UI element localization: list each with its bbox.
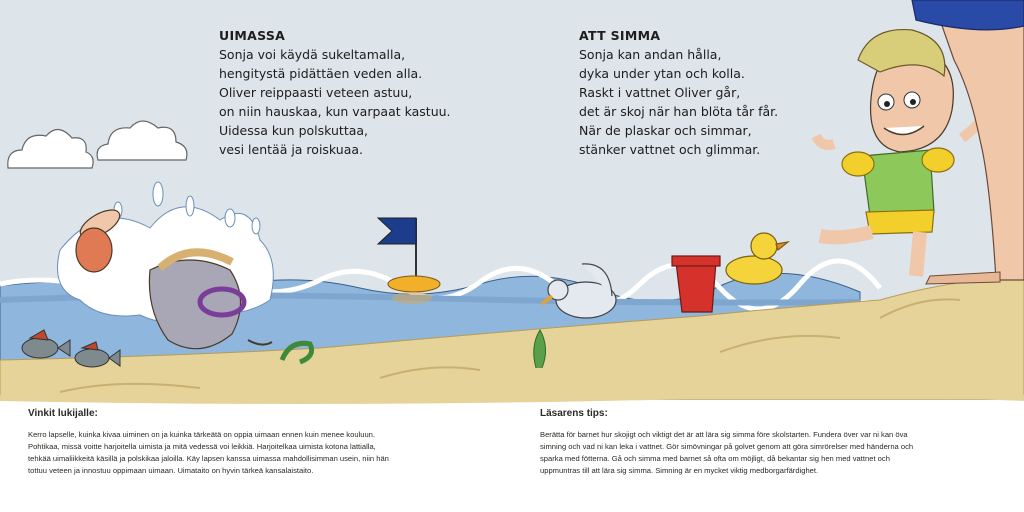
tips-line: Pohtikaa, missä voitte harjoitella uimista ja mitä vedessä voi leikkiä. Harjoitelkaa uimista kotona lattialla, xyxy=(28,442,376,451)
poem-line: dyka under ytan och kolla. xyxy=(579,66,745,81)
poem-line: När de plaskar och simmar, xyxy=(579,123,752,138)
tips-heading: Läsarens tips: xyxy=(540,408,608,419)
poem-swedish xyxy=(579,26,778,159)
tips-line: simning och vad ni kan leka i vattnet. Gör simövningar på golvet genom att göra simrörelser med händerna och xyxy=(540,442,914,451)
poem-line: Raskt i vattnet Oliver går, xyxy=(579,85,741,100)
tips-heading: Vinkit lukijalle: xyxy=(28,408,98,419)
poem-title: ATT SIMMA xyxy=(579,28,661,43)
poem-line: Sonja kan andan hålla, xyxy=(579,47,722,62)
poem-title: UIMASSA xyxy=(219,28,286,43)
poem-line: Oliver reippaasti veteen astuu, xyxy=(219,85,413,100)
poem-line: hengitystä pidättäen veden alla. xyxy=(219,66,423,81)
poem-line: stänker vattnet och glimmar. xyxy=(579,142,761,157)
tips-body xyxy=(540,429,990,477)
poem-line: det är skoj när han blöta tår får. xyxy=(579,104,779,119)
poem-line: vesi lentää ja roiskuaa. xyxy=(219,142,364,157)
reader-tips-finnish xyxy=(28,408,448,477)
tips-line: tottuu veteen ja innostuu oppimaan uimaan. Uimataito on hyvin tärkeä kansalaistaito. xyxy=(28,466,314,475)
tips-line: Berätta för barnet hur skojigt och viktigt det är att lära sig simma före skolstarten. Fundera över var ni kan öva xyxy=(540,430,908,439)
tips-line: tehkää uimaliikkeitä käsillä ja polskikaa jaloilla. Käy lapsen kanssa uimassa mahdollisimman usein, niin hän xyxy=(28,454,389,463)
tips-body xyxy=(28,429,448,477)
tips-line: Kerro lapselle, kuinka kivaa uiminen on ja kuinka tärkeätä on oppia uimaan ennen kuin menee kouluun. xyxy=(28,430,376,439)
tips-line: sparka med fötterna. Gå och simma med barnet så ofta om möjligt, då bekantar sig hen med vattnet och xyxy=(540,454,890,463)
poem-line: Uidessa kun polskuttaa, xyxy=(219,123,369,138)
reader-tips-swedish xyxy=(540,408,990,477)
poem-line: Sonja voi käydä sukeltamalla, xyxy=(219,47,406,62)
poem-line: on niin hauskaa, kun varpaat kastuu. xyxy=(219,104,451,119)
poem-finnish xyxy=(219,26,451,159)
tips-line: uppmuntras till att lära sig simma. Simning är en mycket viktig medborgarfärdighet. xyxy=(540,466,819,475)
